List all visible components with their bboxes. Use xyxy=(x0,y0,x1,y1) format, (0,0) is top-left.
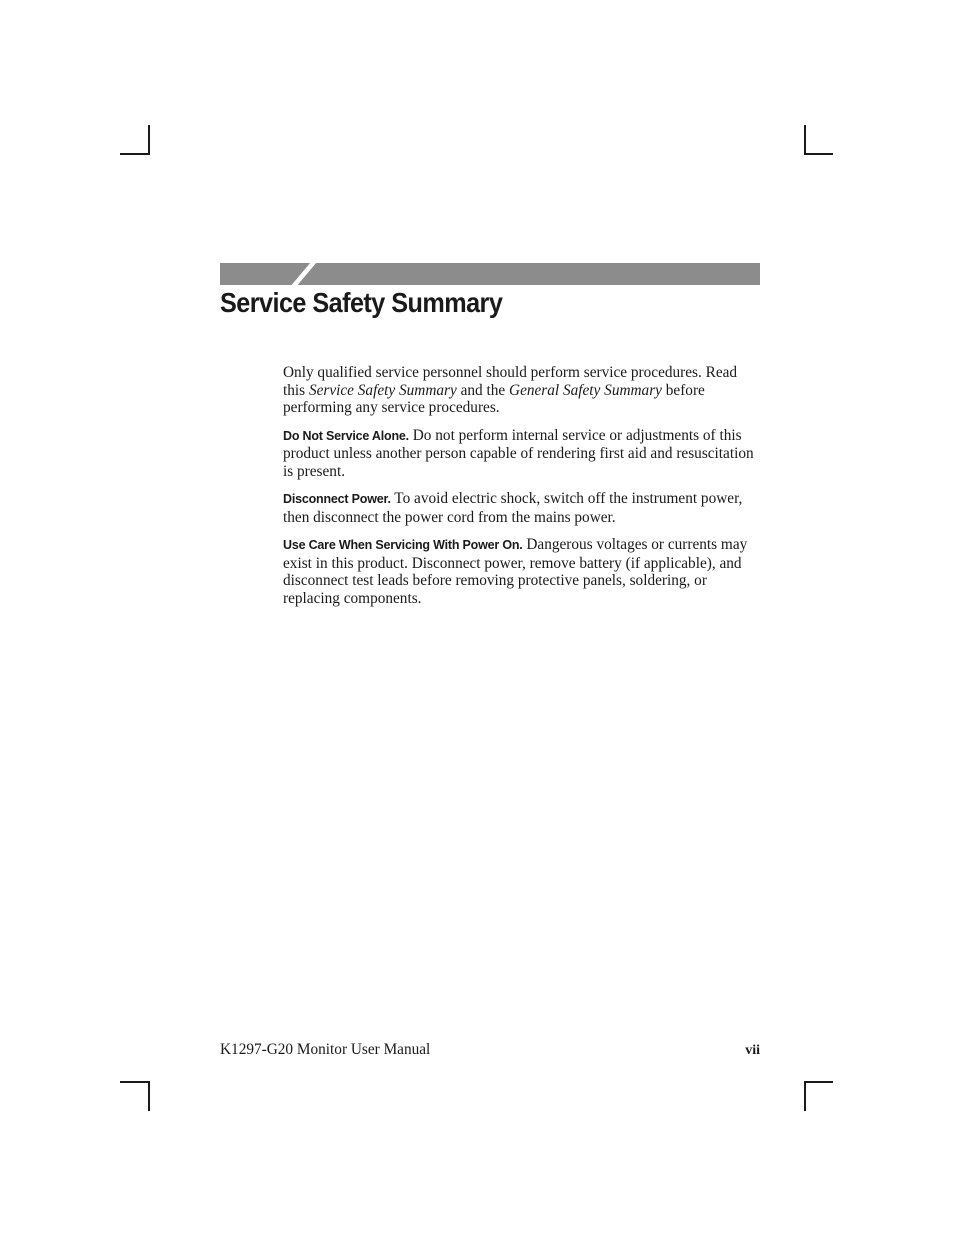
crop-mark-bottom-left-vertical xyxy=(148,1081,150,1111)
intro-text-after: before performing any service procedures. xyxy=(283,381,705,416)
warning-heading: Use Care When Servicing With Power On. xyxy=(283,538,523,552)
crop-mark-bottom-right-horizontal xyxy=(804,1081,833,1083)
warning-disconnect-power xyxy=(283,490,761,526)
intro-paragraph xyxy=(283,364,761,417)
warning-use-care-power-on xyxy=(283,536,761,607)
warning-do-not-service-alone xyxy=(283,427,761,481)
footer-manual-title: K1297-G20 Monitor User Manual xyxy=(220,1041,431,1058)
warning-heading: Do Not Service Alone. xyxy=(283,428,409,443)
body-text xyxy=(283,364,761,617)
crop-mark-bottom-right-vertical xyxy=(804,1081,806,1111)
intro-text-middle: and the xyxy=(456,381,510,399)
intro-italic-general-safety-summary: General Safety Summary xyxy=(509,381,662,399)
crop-mark-top-left-vertical xyxy=(148,125,150,155)
warning-heading: Disconnect Power. xyxy=(283,492,391,506)
warning-text: Do not perform internal service or adjustments of this product unless another person capable of rendering first aid and resuscitation is present. xyxy=(283,426,754,480)
section-banner xyxy=(220,263,760,285)
warning-text: Dangerous voltages or currents may exist in this product. Disconnect power, remove battery (if applicable), and disconnect test leads before removing protective panels, soldering, or replacing components. xyxy=(283,536,748,607)
footer-page-number: vii xyxy=(745,1043,760,1058)
crop-mark-bottom-left-horizontal xyxy=(120,1081,150,1083)
crop-mark-top-right-horizontal xyxy=(804,153,833,155)
crop-mark-top-left-horizontal xyxy=(120,153,150,155)
crop-mark-top-right-vertical xyxy=(804,125,806,155)
banner-slash xyxy=(287,260,318,290)
intro-italic-service-safety-summary: Service Safety Summary xyxy=(308,381,457,399)
warning-text: To avoid electric shock, switch off the instrument power, then disconnect the power cord from the mains power. xyxy=(283,490,743,526)
intro-text-before: Only qualified service personnel should perform service procedures. Read this xyxy=(283,364,738,399)
page-title: Service Safety Summary xyxy=(220,287,503,318)
